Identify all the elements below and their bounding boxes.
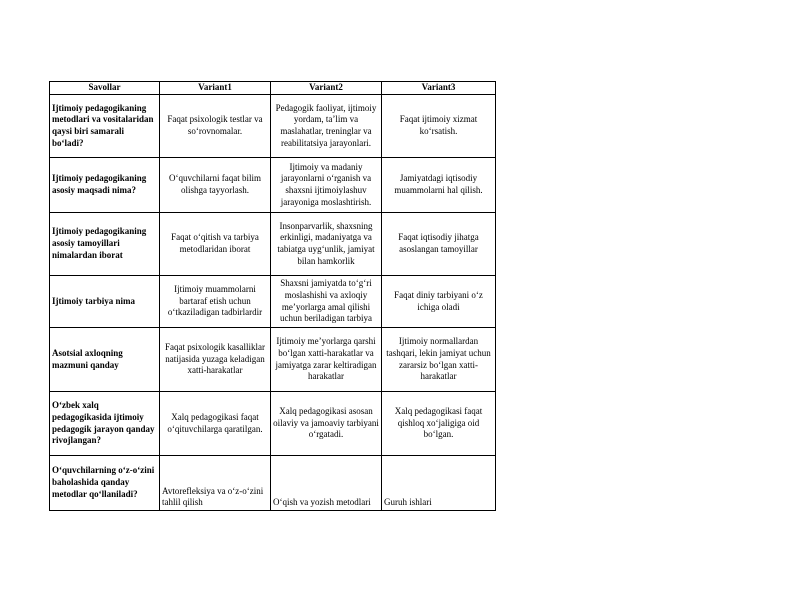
variant1-cell: Faqat psixologik testlar va so‘rovnomalar. [160, 95, 271, 158]
table-row [50, 158, 496, 213]
variant3-cell: Faqat iqtisodiy jihatga asoslangan tamoyillar [382, 213, 496, 276]
variant3-cell: Faqat diniy tarbiyani o‘z ichiga oladi [382, 276, 496, 328]
variant2-cell: Ijtimoiy va madaniy jarayonlarni o‘rganish va shaxsni ijtimoiylashuv jarayoniga moslashtirish. [271, 158, 382, 213]
variant3-cell: Xalq pedagogikasi faqat qishloq xo‘jaligiga oid bo‘lgan. [382, 392, 496, 456]
header-savollar: Savollar [50, 82, 160, 95]
table-row [50, 392, 496, 456]
question-cell: Ijtimoiy pedagogikaning asosiy maqsadi nima? [50, 158, 160, 213]
variant1-cell: Faqat psixologik kasalliklar natijasida yuzaga keladigan xatti-harakatlar [160, 328, 271, 392]
question-cell: Ijtimoiy pedagogikaning asosiy tamoyillari nimalardan iborat [50, 213, 160, 276]
variant3-cell: Faqat ijtimoiy xizmat ko‘rsatish. [382, 95, 496, 158]
variant3-cell: Ijtimoiy normallardan tashqari, lekin jamiyat uchun zararsiz bo‘lgan xatti-harakatlar [382, 328, 496, 392]
variant1-cell: Avtorefleksiya va o‘z-o‘zini tahlil qilish [160, 456, 271, 511]
question-cell: Ijtimoiy pedagogikaning metodlari va vositalaridan qaysi biri samarali bo‘ladi? [50, 95, 160, 158]
header-variant3: Variant3 [382, 82, 496, 95]
header-variant2: Variant2 [271, 82, 382, 95]
variant1-cell: O‘quvchilarni faqat bilim olishga tayyorlash. [160, 158, 271, 213]
question-cell: Asotsial axloqning mazmuni qanday [50, 328, 160, 392]
table-row [50, 213, 496, 276]
table-row [50, 456, 496, 511]
table-row [50, 328, 496, 392]
variant1-cell: Xalq pedagogikasi faqat o‘qituvchilarga qaratilgan. [160, 392, 271, 456]
variant1-cell: Faqat o‘qitish va tarbiya metodlaridan iborat [160, 213, 271, 276]
table-row [50, 95, 496, 158]
variant2-cell: Insonparvarlik, shaxsning erkinligi, madaniyatga va tabiatga uyg‘unlik, jamiyat bilan hamkorlik [271, 213, 382, 276]
questions-table [49, 81, 496, 511]
variant2-cell: Pedagogik faoliyat, ijtimoiy yordam, ta’lim va maslahatlar, treninglar va reabilitatsiya jarayonlari. [271, 95, 382, 158]
table-row [50, 276, 496, 328]
header-variant1: Variant1 [160, 82, 271, 95]
question-cell: Ijtimoiy tarbiya nima [50, 276, 160, 328]
variant2-cell: Shaxsni jamiyatda to‘g‘ri moslashishi va axloqiy me’yorlarga amal qilishi uchun beriladigan tarbiya [271, 276, 382, 328]
variant1-cell: Ijtimoiy muammolarni bartaraf etish uchun o‘tkaziladigan tadbirlardir [160, 276, 271, 328]
variant2-cell: Xalq pedagogikasi asosan oilaviy va jamoaviy tarbiyani o‘rgatadi. [271, 392, 382, 456]
question-cell: O‘zbek xalq pedagogikasida ijtimoiy pedagogik jarayon qanday rivojlangan? [50, 392, 160, 456]
question-cell: O‘quvchilarning o‘z-o‘zini baholashida qanday metodlar qo‘llaniladi? [50, 456, 160, 511]
variant2-cell: Ijtimoiy me’yorlarga qarshi bo‘lgan xatti-harakatlar va jamiyatga zarar keltiradigan harakatlar [271, 328, 382, 392]
variant2-cell: O‘qish va yozish metodlari [271, 456, 382, 511]
header-row [50, 82, 496, 95]
variant3-cell: Jamiyatdagi iqtisodiy muammolarni hal qilish. [382, 158, 496, 213]
variant3-cell: Guruh ishlari [382, 456, 496, 511]
